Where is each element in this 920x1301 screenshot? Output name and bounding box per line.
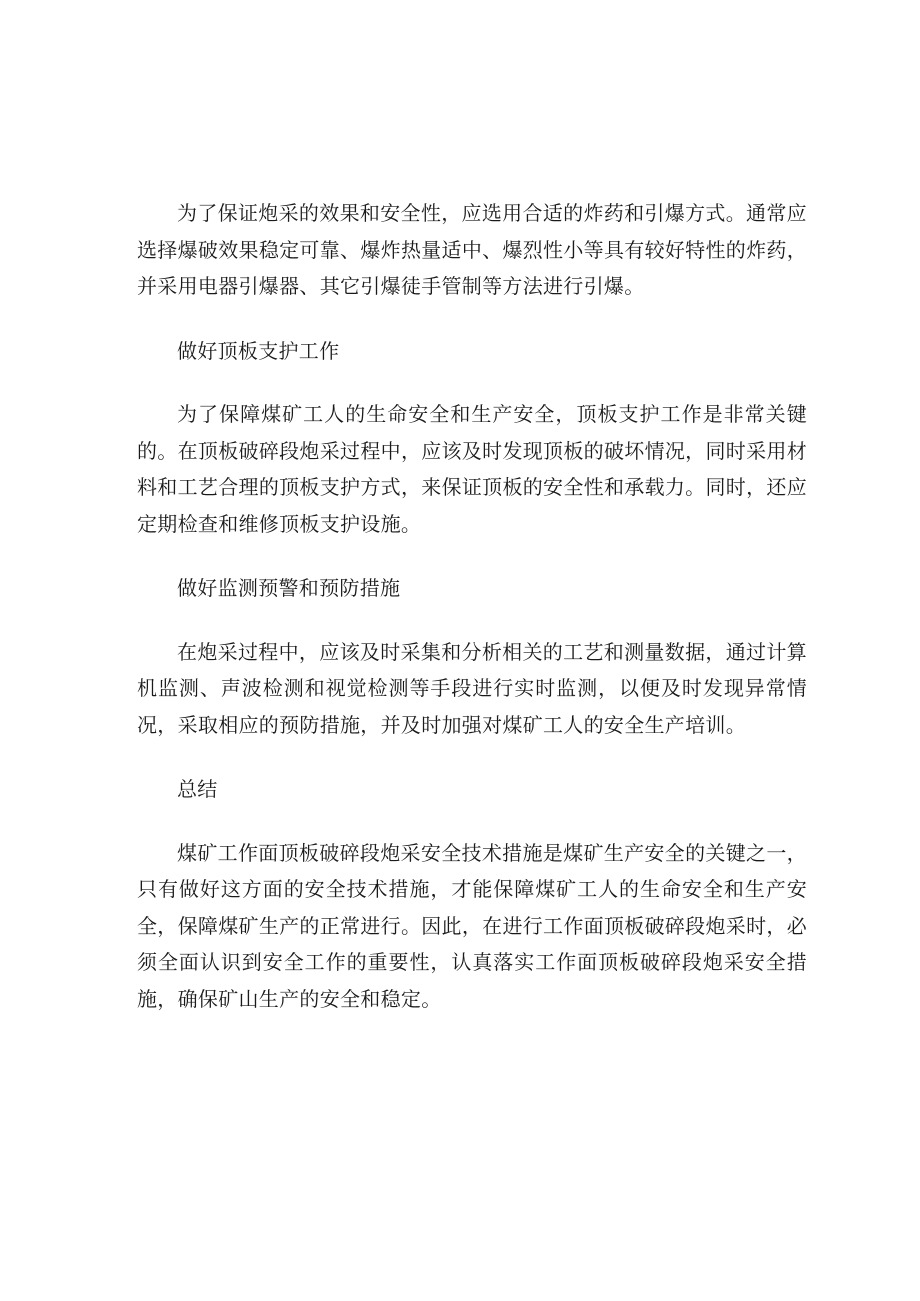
document-body xyxy=(137,195,807,1017)
section-heading-roof-support: 做好顶板支护工作 xyxy=(177,338,340,363)
paragraph-explosive-selection: 为了保证炮采的效果和安全性，应选用合适的炸药和引爆方式。通常应选择爆破效果稳定可靠、爆炸热量适中、爆烈性小等具有较好特性的炸药，并采用电器引爆器、其它引爆徒手管制等方法进行引爆。 xyxy=(137,201,807,298)
paragraph-summary: 煤矿工作面顶板破碎段炮采安全技术措施是煤矿生产安全的关键之一，只有做好这方面的安全技术措施，才能保障煤矿工人的生命安全和生产安全，保障煤矿生产的正常进行。因此，在进行工作面顶板破碎段炮采时，必须全面认识到安全工作的重要性，认真落实工作面顶板破碎段炮采安全措施，确保矿山生产的安全和稳定。 xyxy=(137,840,807,1011)
section-heading-summary: 总结 xyxy=(177,777,218,801)
paragraph-monitoring: 在炮采过程中，应该及时采集和分析相关的工艺和测量数据，通过计算机监测、声波检测和视觉检测等手段进行实时监测，以便及时发现异常情况，采取相应的预防措施，并及时加强对煤矿工人的安全生产培训。 xyxy=(137,639,807,737)
paragraph-roof-support: 为了保障煤矿工人的生命安全和生产安全，顶板支护工作是非常关键的。在顶板破碎段炮采过程中，应该及时发现顶板的破坏情况，同时采用材料和工艺合理的顶板支护方式，来保证顶板的安全性和承载力。同时，还应定期检查和维修顶板支护设施。 xyxy=(137,402,807,536)
section-heading-monitoring: 做好监测预警和预防措施 xyxy=(177,576,401,600)
